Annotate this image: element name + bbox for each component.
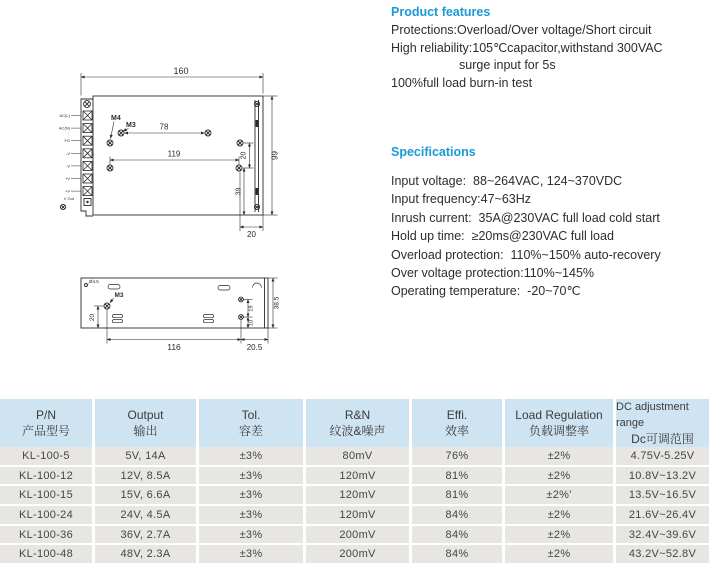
terminal-label: V Out xyxy=(63,196,74,201)
feature-line: 100%full load burn-in test xyxy=(391,75,533,90)
spec-line: Overload protection: 110%~150% auto-recovery xyxy=(391,247,661,262)
feature-line: High reliability:105℃capacitor,withstand 300VAC xyxy=(391,40,663,55)
table-row xyxy=(0,467,709,485)
spec-line: Hold up time: ≥20ms@230VAC full load xyxy=(391,229,614,244)
hole-dia-label: Ø4.5 xyxy=(89,279,99,284)
table-cell: ±3% xyxy=(199,486,303,504)
table-cell: ±2%' xyxy=(505,486,613,504)
dim-offset-right-a: 19 xyxy=(248,305,255,312)
column-header-en: Tol. xyxy=(241,408,261,422)
table-row xyxy=(0,506,709,524)
column-header xyxy=(412,399,502,447)
specifications-section xyxy=(391,145,661,301)
table-cell: 80mV xyxy=(306,447,409,465)
table-cell: KL-100-24 xyxy=(0,506,92,524)
column-header-zh: 产品型号 xyxy=(21,424,70,438)
column-header xyxy=(0,399,92,447)
table-cell: 84% xyxy=(412,506,502,524)
table-cell: 120mV xyxy=(306,506,409,524)
column-header-zh: 负载调整率 xyxy=(528,424,589,438)
table-cell: KL-100-36 xyxy=(0,526,92,544)
table-cell: 36V, 2.7A xyxy=(95,526,196,544)
dim-offset-right-b: 10 xyxy=(248,319,255,327)
spec-line: Over voltage protection:110%~145% xyxy=(391,266,595,281)
table-cell: 48V, 2.3A xyxy=(95,545,196,563)
column-header-en: Output xyxy=(127,408,164,422)
table-cell: 200mV xyxy=(306,526,409,544)
table-cell: ±2% xyxy=(505,467,613,485)
side-outline xyxy=(81,278,268,328)
potentiometer-icon xyxy=(60,204,65,209)
table-row xyxy=(0,526,709,544)
notch xyxy=(253,283,262,288)
table-cell: 81% xyxy=(412,467,502,485)
screw-label-m3: M3 xyxy=(114,292,124,299)
table-cell: ±3% xyxy=(199,447,303,465)
specifications-heading: Specifications xyxy=(391,145,476,159)
table-cell: 4.75V-5.25V xyxy=(616,447,709,465)
model-spec-table xyxy=(0,399,709,563)
terminal-label: +V xyxy=(64,188,70,194)
dim-hole-pitch-b: 119 xyxy=(167,149,181,159)
terminal-label: AC(L) xyxy=(59,113,70,118)
column-header-en: R&N xyxy=(344,408,371,422)
table-cell: 84% xyxy=(412,526,502,544)
terminal-block-icons xyxy=(83,111,92,196)
vadj-terminal-icon xyxy=(84,199,91,206)
table-cell: 84% xyxy=(412,545,502,563)
feature-line: surge input for 5s xyxy=(459,58,556,72)
table-row xyxy=(0,447,709,465)
screw-label-m3: M3 xyxy=(126,122,136,129)
terminal-label: +V xyxy=(64,176,70,181)
table-cell: ±3% xyxy=(199,506,303,524)
column-header-en: Load Regulation xyxy=(515,408,603,422)
table-cell: ±3% xyxy=(199,526,303,544)
dim-hole-pitch: 116 xyxy=(167,342,181,352)
product-features-section xyxy=(391,5,663,92)
dim-overall-height: 99 xyxy=(270,151,280,160)
spec-table-body xyxy=(0,445,709,563)
table-cell: ±3% xyxy=(199,467,303,485)
spec-line: Inrush current: 35A@230VAC full load cold start xyxy=(391,210,660,225)
column-header-en: P/N xyxy=(35,408,56,422)
dim-offset-right: 20 xyxy=(240,151,248,160)
column-header-en: DC adjustment range xyxy=(616,401,689,429)
table-cell: 200mV xyxy=(306,545,409,563)
column-header-zh: 纹波&噪声 xyxy=(329,424,386,438)
table-cell: 13.5V~16.5V xyxy=(616,486,709,504)
table-cell: KL-100-48 xyxy=(0,545,92,563)
table-cell: KL-100-15 xyxy=(0,486,92,504)
table-cell: 24V, 4.5A xyxy=(95,506,196,524)
terminal-label: AC(N) xyxy=(58,125,70,131)
screw-label-m4: M4 xyxy=(111,115,121,122)
spec-line: Input frequency:47~63Hz xyxy=(391,192,532,207)
column-header-zh: 输出 xyxy=(133,424,158,438)
dim-overall-height: 38.5 xyxy=(273,296,281,310)
small-hole-icon xyxy=(85,284,88,287)
terminal-label: -V xyxy=(66,150,70,156)
side-hole-icons xyxy=(239,297,244,319)
column-header-zh: 容差 xyxy=(238,424,263,438)
dim-flange-width: 20 xyxy=(247,230,256,239)
table-cell: KL-100-12 xyxy=(0,467,92,485)
table-cell: 12V, 8.5A xyxy=(95,467,196,485)
table-cell: 15V, 6.6A xyxy=(95,486,196,504)
table-cell: ±2% xyxy=(505,545,613,563)
column-header xyxy=(505,399,613,447)
spec-line: Operating temperature: -20~70℃ xyxy=(391,284,581,299)
table-cell: 120mV xyxy=(306,467,409,485)
feature-line: Protections:Overload/Over voltage/Short circuit xyxy=(391,23,652,37)
mechanical-drawings xyxy=(0,0,380,398)
table-cell: 21.6V~26.4V xyxy=(616,506,709,524)
table-cell: ±2% xyxy=(505,506,613,524)
table-row xyxy=(0,486,709,504)
column-header xyxy=(306,399,409,447)
table-cell: ±2% xyxy=(505,526,613,544)
table-cell: 32.4V~39.6V xyxy=(616,526,709,544)
column-header xyxy=(199,399,303,447)
table-header-row xyxy=(0,399,709,445)
spec-line: Input voltage: 88~264VAC, 124~370VDC xyxy=(391,174,623,188)
vent-slot-icons xyxy=(108,285,230,323)
table-cell: 10.8V~13.2V xyxy=(616,467,709,485)
column-header xyxy=(616,399,709,447)
column-header xyxy=(95,399,196,447)
column-header-zh: Dc可调范围 xyxy=(631,432,694,446)
dim-offset-end: 20.5 xyxy=(246,343,263,352)
features-heading: Product features xyxy=(391,5,491,19)
terminal-leader-lines xyxy=(71,116,81,192)
corner-screw-icon xyxy=(84,101,91,108)
dim-hole-pitch-a: 78 xyxy=(159,122,169,132)
table-cell: 43.2V~52.8V xyxy=(616,545,709,563)
m3-screw-icon xyxy=(104,303,110,309)
table-row xyxy=(0,545,709,563)
side-view-drawing xyxy=(81,278,281,352)
terminal-label: FG xyxy=(64,138,70,144)
dim-offset-left: 20 xyxy=(89,313,96,322)
terminal-label: -V xyxy=(66,163,70,169)
table-cell: 81% xyxy=(412,486,502,504)
table-cell: 120mV xyxy=(306,486,409,504)
table-cell: ±2% xyxy=(505,447,613,465)
column-header-en: Effi. xyxy=(446,408,468,422)
table-cell: KL-100-5 xyxy=(0,447,92,465)
table-cell: ±3% xyxy=(199,545,303,563)
dim-offset-bottom: 39 xyxy=(235,187,243,196)
top-view-drawing xyxy=(59,66,280,239)
dim-overall-width: 160 xyxy=(173,66,189,76)
table-cell: 76% xyxy=(412,447,502,465)
column-header-zh: 效率 xyxy=(444,424,469,438)
table-cell: 5V, 14A xyxy=(95,447,196,465)
